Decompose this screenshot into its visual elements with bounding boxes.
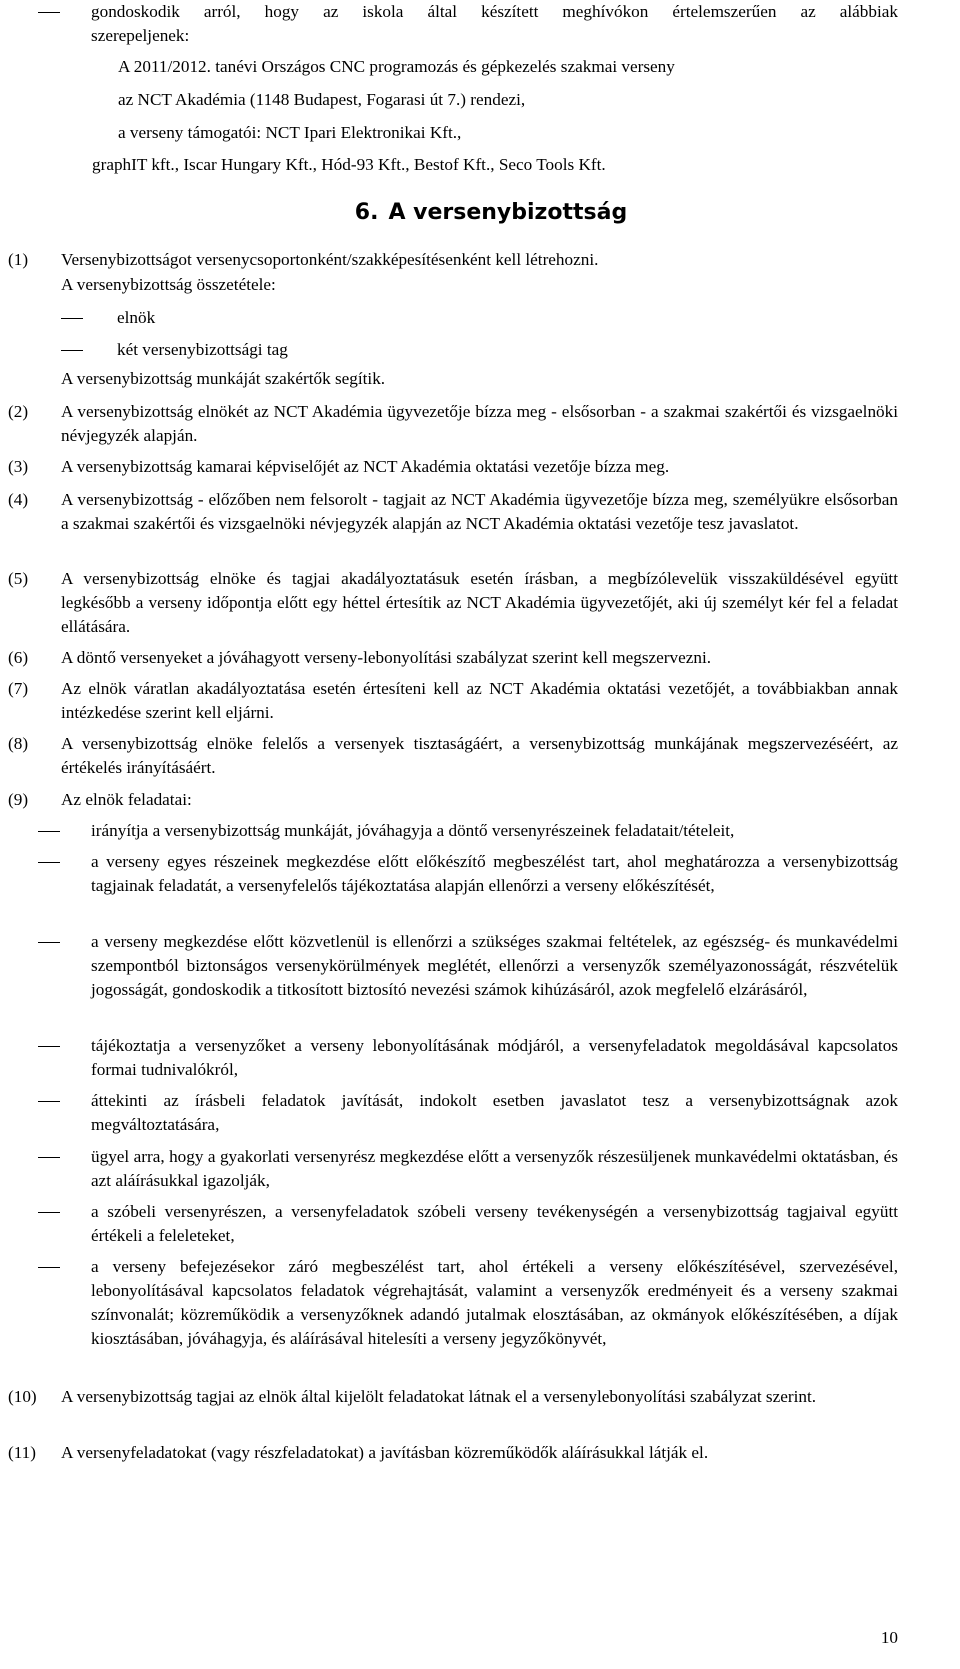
paragraph-text: Az elnök váratlan akadályoztatása esetén értesíteni kell az NCT Akadémia oktatási vezetőjét, a továbbiakban annak intézkedése szerint kell eljárni.: [61, 679, 898, 722]
paragraph-8: [8, 732, 898, 780]
intro-lead-line: gondoskodik arról, hogy az iskola által készített meghívókon értelemszerűen az alábbiak: [91, 2, 898, 21]
paragraph-6: [8, 646, 898, 670]
paragraph-11: [8, 1441, 898, 1465]
paragraph-number: (1): [8, 250, 29, 269]
intro-line: a verseny támogatói: NCT Ipari Elektronikai Kft.,: [118, 123, 462, 142]
member-item: [61, 338, 288, 362]
intro-line: graphIT kft., Iscar Hungary Kft., Hód-93 Kft., Bestof Kft., Seco Tools Kft.: [92, 155, 606, 174]
intro-dash-item: [38, 0, 898, 48]
composition-label: A versenybizottság összetétele:: [61, 275, 276, 294]
section-title: A versenybizottság: [388, 200, 628, 225]
duty-item: [38, 930, 898, 1002]
intro-line: az NCT Akadémia (1148 Budapest, Fogarasi út 7.) rendezi,: [118, 90, 526, 109]
paragraph-7: [8, 677, 898, 725]
paragraph-text: A versenyfeladatokat (vagy részfeladatokat) a javításban közreműködők aláírásukkal látják el.: [61, 1443, 709, 1462]
paragraph-number: (8): [8, 734, 29, 753]
page-number: 10: [880, 1628, 898, 1647]
duty-item: [38, 1200, 898, 1248]
intro-lead-line: szerepeljenek:: [91, 26, 190, 45]
paragraph-text: A döntő versenyeket a jóváhagyott verseny-lebonyolítási szabályzat szerint kell megszervezni.: [61, 648, 712, 667]
paragraph-3: [8, 455, 898, 479]
paragraph-text: A versenybizottság - előzőben nem felsorolt - tagjait az NCT Akadémia ügyvezetője bízza meg, személyükre elsősorban a szakmai szakértői és vizsgaelnöki névjegyzék alapján az NCT Akadémia oktatási vezetője tesz javaslatot.: [61, 490, 898, 533]
section-number: 6.: [354, 200, 379, 225]
member-item: [61, 306, 155, 330]
paragraph-text: Versenybizottságot versenycsoportonként/szakképesítésenként kell létrehozni.: [61, 250, 599, 269]
member-text: két versenybizottsági tag: [117, 340, 288, 359]
paragraph-number: (9): [8, 790, 29, 809]
paragraph-text: A versenybizottság elnöke és tagjai akadályoztatásuk esetén írásban, a megbízólevelük visszaküldésével együtt legkésőbb a verseny időpontja előtt egy héttel értesítik az NCT Akadémia ügyvezetőjét, aki új személyt kér fel a feladat ellátására.: [61, 569, 898, 636]
paragraph-9: [8, 788, 898, 812]
paragraph-number: (2): [8, 402, 29, 421]
duty-text: a verseny megkezdése előtt közvetlenül is ellenőrzi a szükséges szakmai feltételek, az egészség- és munkavédelmi szempontból biztonságos versenykörülmények meglétét, ellenőrzi a versenyzők személyazonosságát, részvételük jogosságát, gondoskodik a titkosított biztosító nevezési számok kihúzásáról, azok megfelelő elzárásáról,: [91, 932, 898, 999]
duty-text: irányítja a versenybizottság munkáját, jóváhagyja a döntő versenyrészeinek feladatait/tételeit,: [91, 821, 735, 840]
duty-text: a szóbeli versenyrészen, a versenyfeladatok szóbeli verseny tevékenységén a versenybizottság tagjaival együtt értékeli a feleleteket,: [91, 1202, 898, 1245]
duty-item: [38, 1145, 898, 1193]
paragraph-number: (4): [8, 490, 29, 509]
paragraph-text: A versenybizottság elnökét az NCT Akadémia ügyvezetője bízza meg - elsősorban - a szakmai szakértői és vizsgaelnöki névjegyzék alapján.: [61, 402, 898, 445]
paragraph-number: (5): [8, 569, 29, 588]
paragraph-2: [8, 400, 898, 448]
duty-item: [38, 1034, 898, 1082]
paragraph-text: A versenybizottság tagjai az elnök által kijelölt feladatokat látnak el a versenylebonyolítási szabályzat szerint.: [61, 1387, 817, 1406]
intro-line: A 2011/2012. tanévi Országos CNC programozás és gépkezelés szakmai verseny: [118, 57, 675, 76]
duty-text: tájékoztatja a versenyzőket a verseny lebonyolításának módjáról, a versenyfeladatok megoldásával kapcsolatos formai tudnivalókról,: [91, 1036, 898, 1079]
duty-text: a verseny befejezésekor záró megbeszélést tart, ahol értékeli a verseny előkészítésével, szervezésével, lebonyolításával kapcsolatos feladatok végrehajtását, valamint a versenyzők eredményeit és a verseny szakmai színvonalát; közreműködik a versenyzőknek adandó jutalmak elosztásában, az okmányok előkészítésében, a díjak kiosztásában, jóváhagyja, és aláírásával hitelesíti a verseny jegyzőkönyvét,: [91, 1257, 898, 1348]
paragraph-number: (10): [8, 1387, 37, 1406]
paragraph-text: A versenybizottság kamarai képviselőjét az NCT Akadémia oktatási vezetője bízza meg.: [61, 457, 670, 476]
duty-item: [38, 1255, 898, 1351]
duty-text: ügyel arra, hogy a gyakorlati versenyrész megkezdése előtt a versenyzők részesüljenek munkavédelmi oktatásban, és azt aláírásukkal igazolják,: [91, 1147, 898, 1190]
paragraph-number: (7): [8, 679, 29, 698]
duty-text: áttekinti az írásbeli feladatok javítását, indokolt esetben javaslatot tesz a versenybizottságnak azok megváltoztatására,: [91, 1091, 898, 1134]
duty-item: [38, 1089, 898, 1137]
duty-item: [38, 819, 898, 843]
paragraph-number: (6): [8, 648, 29, 667]
paragraph-number: (3): [8, 457, 29, 476]
paragraph-5: [8, 567, 898, 639]
duty-text: a verseny egyes részeinek megkezdése előtt előkészítő megbeszélést tart, ahol meghatározza a versenybizottság tagjainak feladatát, a versenyfelelős tájékoztatása alapján ellenőrzi a verseny előkészítését,: [91, 852, 898, 895]
section-heading: [0, 198, 960, 228]
paragraph-4: [8, 488, 898, 536]
paragraph-text: Az elnök feladatai:: [61, 790, 192, 809]
duty-item: [38, 850, 898, 898]
paragraph-10: [8, 1385, 898, 1409]
paragraph-note: A versenybizottság munkáját szakértők segítik.: [61, 369, 386, 388]
paragraph-number: (11): [8, 1443, 36, 1462]
paragraph-1: [8, 248, 898, 272]
paragraph-text: A versenybizottság elnöke felelős a versenyek tisztaságáért, a versenybizottság munkájának megszervezéséért, az értékelés irányításáért.: [61, 734, 898, 777]
member-text: elnök: [117, 308, 156, 327]
